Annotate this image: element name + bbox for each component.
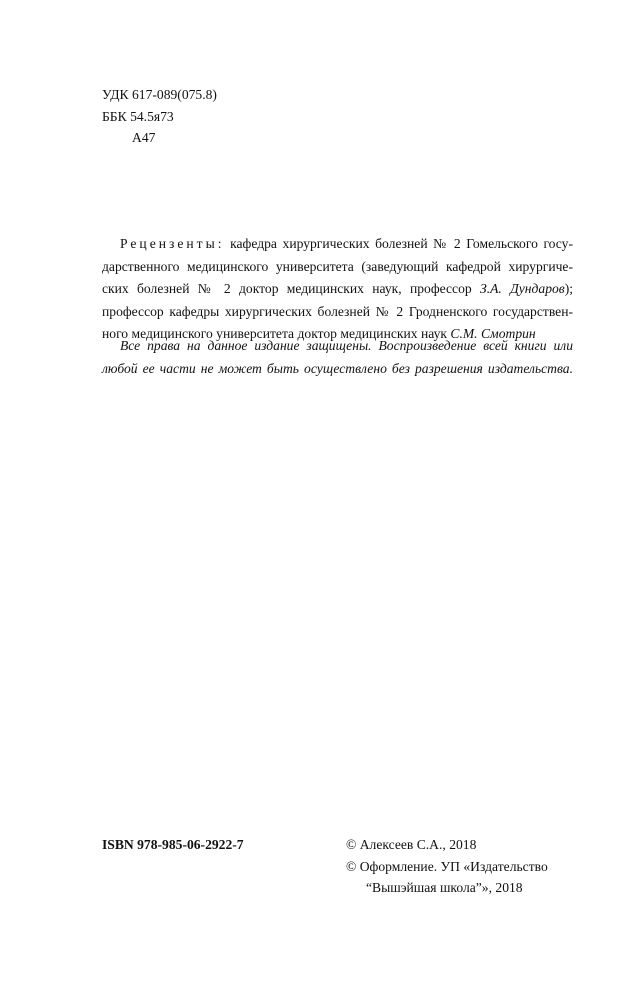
reviewers-line-5-text: ного медицинского университета доктор медицинских наук — [102, 326, 451, 341]
reviewer-name-1: З.А. Дундаров — [479, 281, 565, 296]
reviewers-line-4: профессор кафедры хирургических болезней № 2 Гродненского государствен- — [102, 303, 573, 319]
reviewers-line-3 — [102, 278, 573, 301]
reviewers-line-2: дарственного медицинского университета (заведующий кафедрой хирургиче- — [102, 258, 573, 274]
rights-line-2: любой ее части не может быть осуществлено без разрешения издательства. — [102, 360, 573, 376]
copyright-block — [346, 834, 548, 899]
classification-block — [102, 84, 217, 149]
reviewers-line-3-text: ских болезней № 2 доктор медицинских наук, профессор — [102, 281, 480, 296]
udk-code: УДК 617-089(075.8) — [102, 87, 217, 102]
copyright-design: © Оформление. УП «Издательство — [346, 858, 548, 874]
rights-notice — [102, 335, 573, 380]
rights-line-1: Все права на данное издание защищены. Воспроизведение всей книги или — [120, 338, 573, 353]
isbn-number: ISBN 978-985-06-2922-7 — [102, 837, 244, 852]
reviewers-line-3-end: ); — [564, 281, 573, 296]
reviewers-line-1-text: кафедра хирургических болезней № 2 Гомельского госу- — [224, 236, 573, 251]
reviewers-label: Рецензенты: — [120, 236, 225, 251]
reviewers-paragraph — [102, 233, 573, 346]
copyright-publisher: “Вышэйшая школа”», 2018 — [366, 880, 523, 895]
author-mark: А47 — [132, 130, 156, 145]
reviewers-line-1 — [102, 233, 573, 256]
bbk-code: ББК 54.5я73 — [102, 108, 174, 124]
reviewer-name-2: С.М. Смотрин — [450, 326, 536, 341]
copyright-author: © Алексеев С.А., 2018 — [346, 837, 477, 852]
